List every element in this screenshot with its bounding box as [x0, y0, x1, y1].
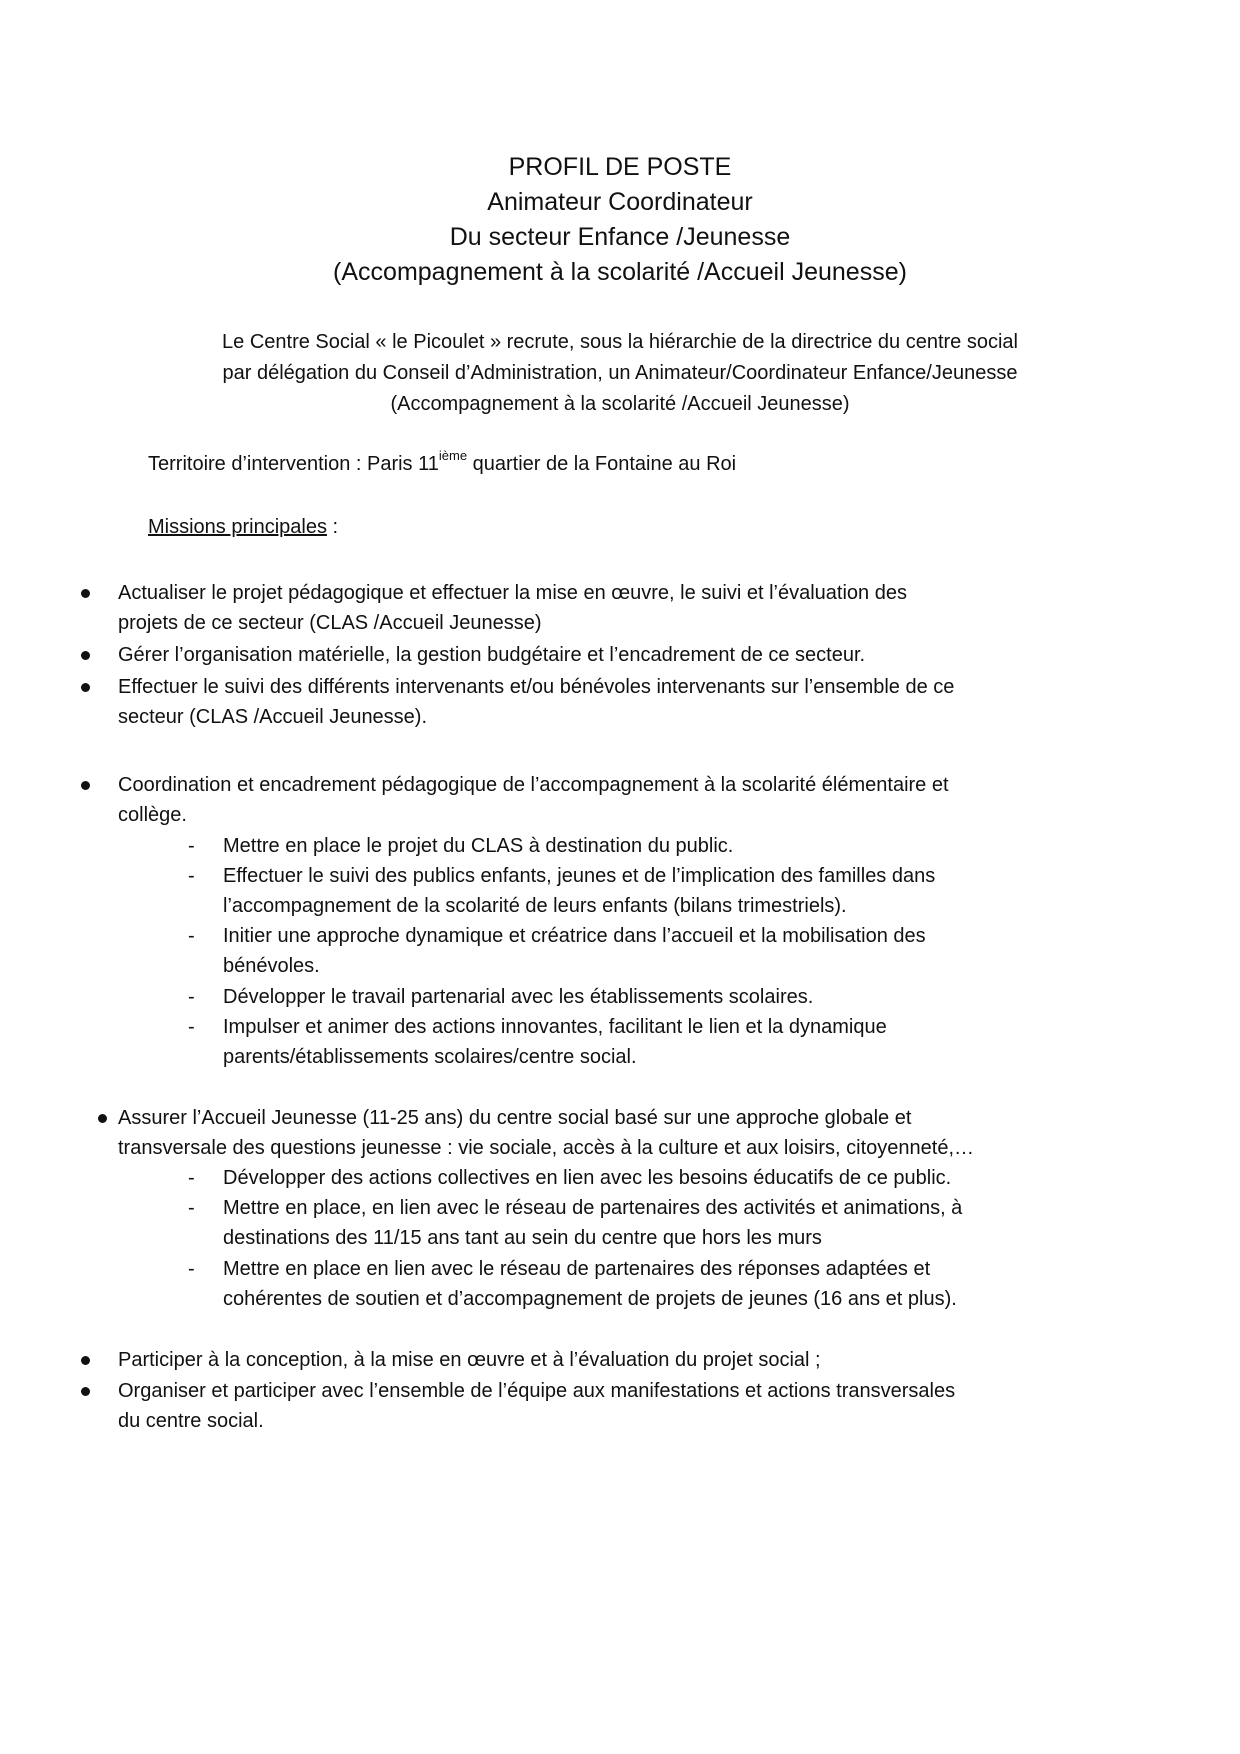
bullet-icon	[81, 1376, 90, 1396]
bullet-6-line-1: Participer à la conception, à la mise en œuvre et à l’évaluation du projet social ;	[118, 1349, 821, 1371]
dash-marker: -	[188, 865, 195, 887]
bullet-3-line-1: Effectuer le suivi des différents intervenants et/ou bénévoles intervenants sur l’ensemble de ce	[118, 676, 955, 698]
missions-heading-label: Missions principales	[148, 516, 327, 538]
dash-marker: -	[188, 1197, 195, 1219]
bullet-4-sub-2-line-2: l’accompagnement de la scolarité de leurs enfants (bilans trimestriels).	[223, 895, 847, 917]
missions-heading-suffix: :	[326, 516, 339, 538]
bullet-5-sub-2-line-2: destinations des 11/15 ans tant au sein du centre que hors les murs	[223, 1227, 822, 1249]
bullet-1-line-2: projets de ce secteur (CLAS /Accueil Jeunesse)	[118, 612, 542, 634]
title-line-3: Du secteur Enfance /Jeunesse	[449, 223, 791, 251]
intro-paragraph	[120, 327, 1120, 420]
dash-marker: -	[188, 925, 195, 947]
dash-marker: -	[188, 1167, 195, 1189]
bullet-icon	[81, 1345, 90, 1365]
intro-line-1: Le Centre Social « le Picoulet » recrute, sous la hiérarchie de la directrice du centre social	[222, 331, 1018, 353]
bullet-2-line-1: Gérer l’organisation matérielle, la gestion budgétaire et l’encadrement de ce secteur.	[118, 644, 866, 666]
bullet-5-sub-3-line-2: cohérentes de soutien et d’accompagnement de projets de jeunes (16 ans et plus).	[223, 1288, 957, 1310]
missions-heading	[148, 512, 338, 542]
document-title	[0, 150, 1240, 290]
bullet-4-sub-5-line-2: parents/établissements scolaires/centre social.	[223, 1046, 637, 1068]
title-line-1: PROFIL DE POSTE	[508, 153, 732, 181]
bullet-icon	[81, 770, 90, 790]
dash-marker: -	[188, 986, 195, 1008]
intro-line-3: (Accompagnement à la scolarité /Accueil Jeunesse)	[390, 393, 850, 415]
bullet-3-line-2: secteur (CLAS /Accueil Jeunesse).	[118, 706, 428, 728]
bullet-4-line-1: Coordination et encadrement pédagogique de l’accompagnement à la scolarité élémentaire et	[118, 774, 949, 796]
intro-line-2: par délégation du Conseil d’Administration, un Animateur/Coordinateur Enfance/Jeunesse	[222, 362, 1018, 384]
bullet-5-sub-2-line-1: Mettre en place, en lien avec le réseau de partenaires des activités et animations, à	[223, 1197, 963, 1219]
bullet-icon	[81, 640, 90, 660]
bullet-icon	[98, 1103, 107, 1123]
bullet-5-sub-1: Développer des actions collectives en lien avec les besoins éducatifs de ce public.	[223, 1167, 952, 1189]
title-line-4: (Accompagnement à la scolarité /Accueil Jeunesse)	[333, 258, 907, 286]
dash-marker: -	[188, 1258, 195, 1280]
bullet-4-sub-5-line-1: Impulser et animer des actions innovantes, facilitant le lien et la dynamique	[223, 1016, 887, 1038]
bullet-5-line-1: Assurer l’Accueil Jeunesse (11-25 ans) du centre social basé sur une approche globale et	[118, 1107, 912, 1129]
bullet-icon	[81, 672, 90, 692]
bullet-4-sub-1: Mettre en place le projet du CLAS à destination du public.	[223, 835, 734, 857]
bullet-4-sub-3-line-1: Initier une approche dynamique et créatrice dans l’accueil et la mobilisation des	[223, 925, 926, 947]
territory-line	[148, 449, 736, 479]
bullet-5-line-2: transversale des questions jeunesse : vie sociale, accès à la culture et aux loisirs, citoyenneté,…	[118, 1137, 974, 1159]
title-line-2: Animateur Coordinateur	[487, 188, 753, 216]
bullet-7-line-2: du centre social.	[118, 1410, 264, 1432]
dash-marker: -	[188, 1016, 195, 1038]
bullet-1-line-1: Actualiser le projet pédagogique et effectuer la mise en œuvre, le suivi et l’évaluation des	[118, 582, 907, 604]
bullet-4-sub-3-line-2: bénévoles.	[223, 955, 320, 977]
bullet-7-line-1: Organiser et participer avec l’ensemble de l’équipe aux manifestations et actions transversales	[118, 1380, 956, 1402]
bullet-icon	[81, 578, 90, 598]
territory-before: Territoire d’intervention : Paris 11	[148, 453, 439, 475]
territory-after: quartier de la Fontaine au Roi	[467, 453, 737, 475]
dash-marker: -	[188, 835, 195, 857]
bullet-4-sub-4: Développer le travail partenarial avec les établissements scolaires.	[223, 986, 814, 1008]
bullet-4-line-2: collège.	[118, 804, 187, 826]
territory-superscript: ième	[438, 448, 468, 464]
bullet-5-sub-3-line-1: Mettre en place en lien avec le réseau de partenaires des réponses adaptées et	[223, 1258, 931, 1280]
bullet-4-sub-2-line-1: Effectuer le suivi des publics enfants, jeunes et de l’implication des familles dans	[223, 865, 936, 887]
